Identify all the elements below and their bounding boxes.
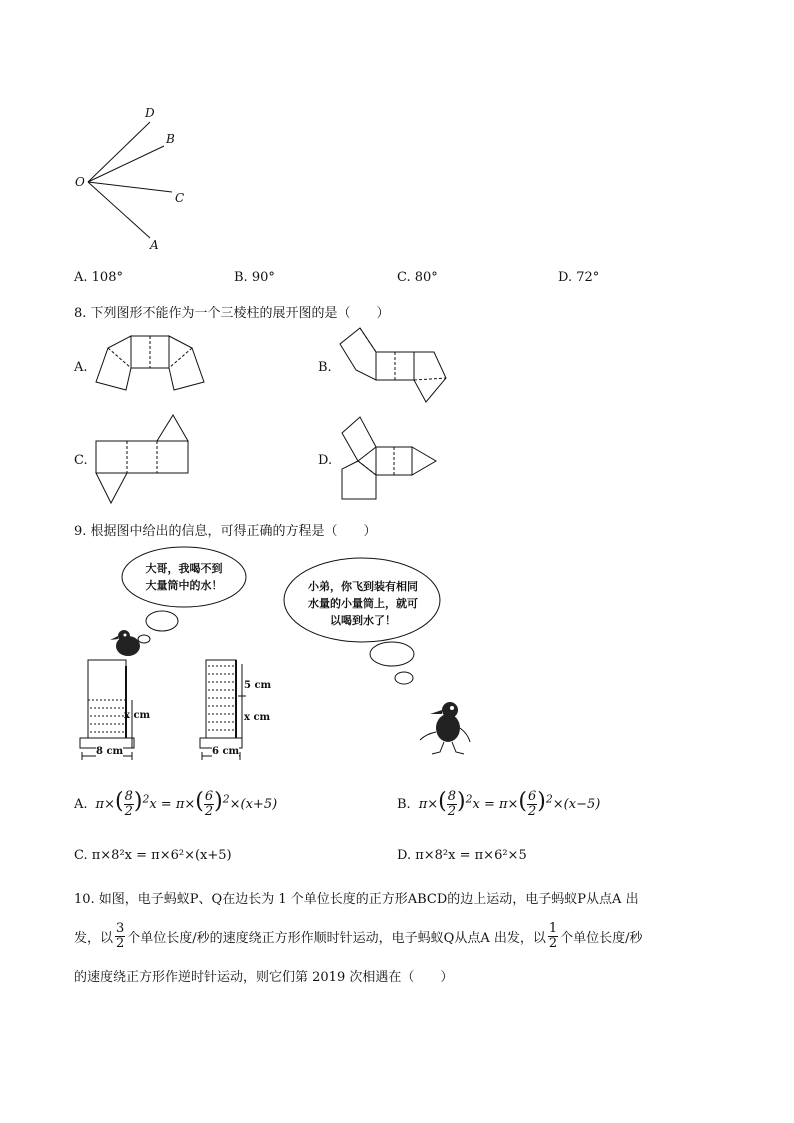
small-cylinder-extra-label: 5 cm (244, 680, 272, 691)
q10-fraction-1-num: 3 (116, 920, 125, 936)
q10-fraction-1 (115, 922, 125, 951)
q7-option-b[interactable]: B. 90° (234, 270, 275, 285)
crow-standing-icon (416, 698, 476, 758)
q7-option-d[interactable]: D. 72° (558, 270, 600, 285)
q9-option-c[interactable]: C. π×8²x = π×6²×(x+5) (74, 848, 232, 863)
q10-line-2a: 发，以 (74, 930, 114, 946)
small-cylinder-width-label: 6 cm (212, 746, 240, 757)
right-bubble-line-3: 以喝到水了！ (330, 614, 396, 627)
q10-line-3: 的速度绕正方形作逆时针运动，则它们第 2019 次相遇在（ ） (74, 970, 454, 985)
small-cylinder-height-label: x cm (244, 712, 271, 723)
q8-net-c (94, 413, 194, 508)
left-bubble-line-2: 大量筒中的水！ (145, 579, 223, 592)
q8-label-b[interactable]: B. (318, 360, 332, 375)
q10-fraction-2 (548, 922, 558, 951)
q7-option-c[interactable]: C. 80° (397, 270, 438, 285)
q7-option-a[interactable]: A. 108° (74, 270, 123, 285)
q9-option-b-prefix: B. (397, 796, 411, 812)
left-bubble-text (128, 560, 240, 594)
q10-line-1: 10. 如图，电子蚂蚁P、Q在边长为 1 个单位长度的正方形ABCD的边上运动，电子蚂蚁P从点A 出 (74, 892, 639, 907)
q10-line-2 (74, 918, 643, 954)
point-o-label: O (75, 175, 85, 189)
angle-rays (0, 0, 794, 260)
q8-label-c[interactable]: C. (74, 453, 88, 468)
right-bubble-line-2: 水量的小量筒上，就可 (308, 597, 418, 610)
q9-option-b-formula: π×( $\frac{8}{2}$ )$^2$x = π×( $\frac{6}{2}$ )$^2$×(x−5) (418, 789, 601, 819)
point-c-label: C (175, 191, 185, 205)
q9-option-a[interactable] (74, 786, 277, 822)
large-cylinder-width-label: 8 cm (96, 746, 124, 757)
left-bubble-line-1: 大哥，我喝不到 (145, 562, 223, 575)
q9-option-a-prefix: A. (74, 796, 88, 812)
q9-option-d[interactable]: D. π×8²x = π×6²×5 (397, 848, 527, 863)
q8-net-b (338, 326, 458, 406)
q8-question: 8. 下列图形不能作为一个三棱柱的展开图的是（ ） (74, 306, 390, 321)
q8-net-d (338, 415, 448, 505)
q10-fraction-1-den: 2 (116, 935, 125, 951)
q9-option-b[interactable] (397, 786, 600, 822)
q8-net-a (94, 328, 214, 398)
large-cylinder-height-label: x cm (124, 710, 151, 721)
right-bubble-text (298, 578, 428, 629)
point-d-label: D (145, 106, 155, 120)
q9-option-a-formula: π×( $\frac{8}{2}$ )$^2$x = π×( $\frac{6}{2}$ )$^2$×(x+5) (95, 789, 278, 819)
q10-line-2c: 个单位长度/秒 (560, 930, 643, 946)
q10-fraction-2-den: 2 (548, 935, 558, 951)
q8-label-d[interactable]: D. (318, 453, 333, 468)
q8-label-a[interactable]: A. (74, 360, 88, 375)
q9-question: 9. 根据图中给出的信息，可得正确的方程是（ ） (74, 524, 377, 539)
q10-fraction-2-num: 1 (548, 920, 558, 936)
point-a-label: A (150, 238, 159, 252)
q10-line-2b: 个单位长度/秒的速度绕正方形作顺时针运动，电子蚂蚁Q从点A 出发，以 (127, 930, 546, 946)
point-b-label: B (166, 132, 175, 146)
right-bubble-line-1: 小弟，你飞到装有相同 (308, 580, 418, 593)
